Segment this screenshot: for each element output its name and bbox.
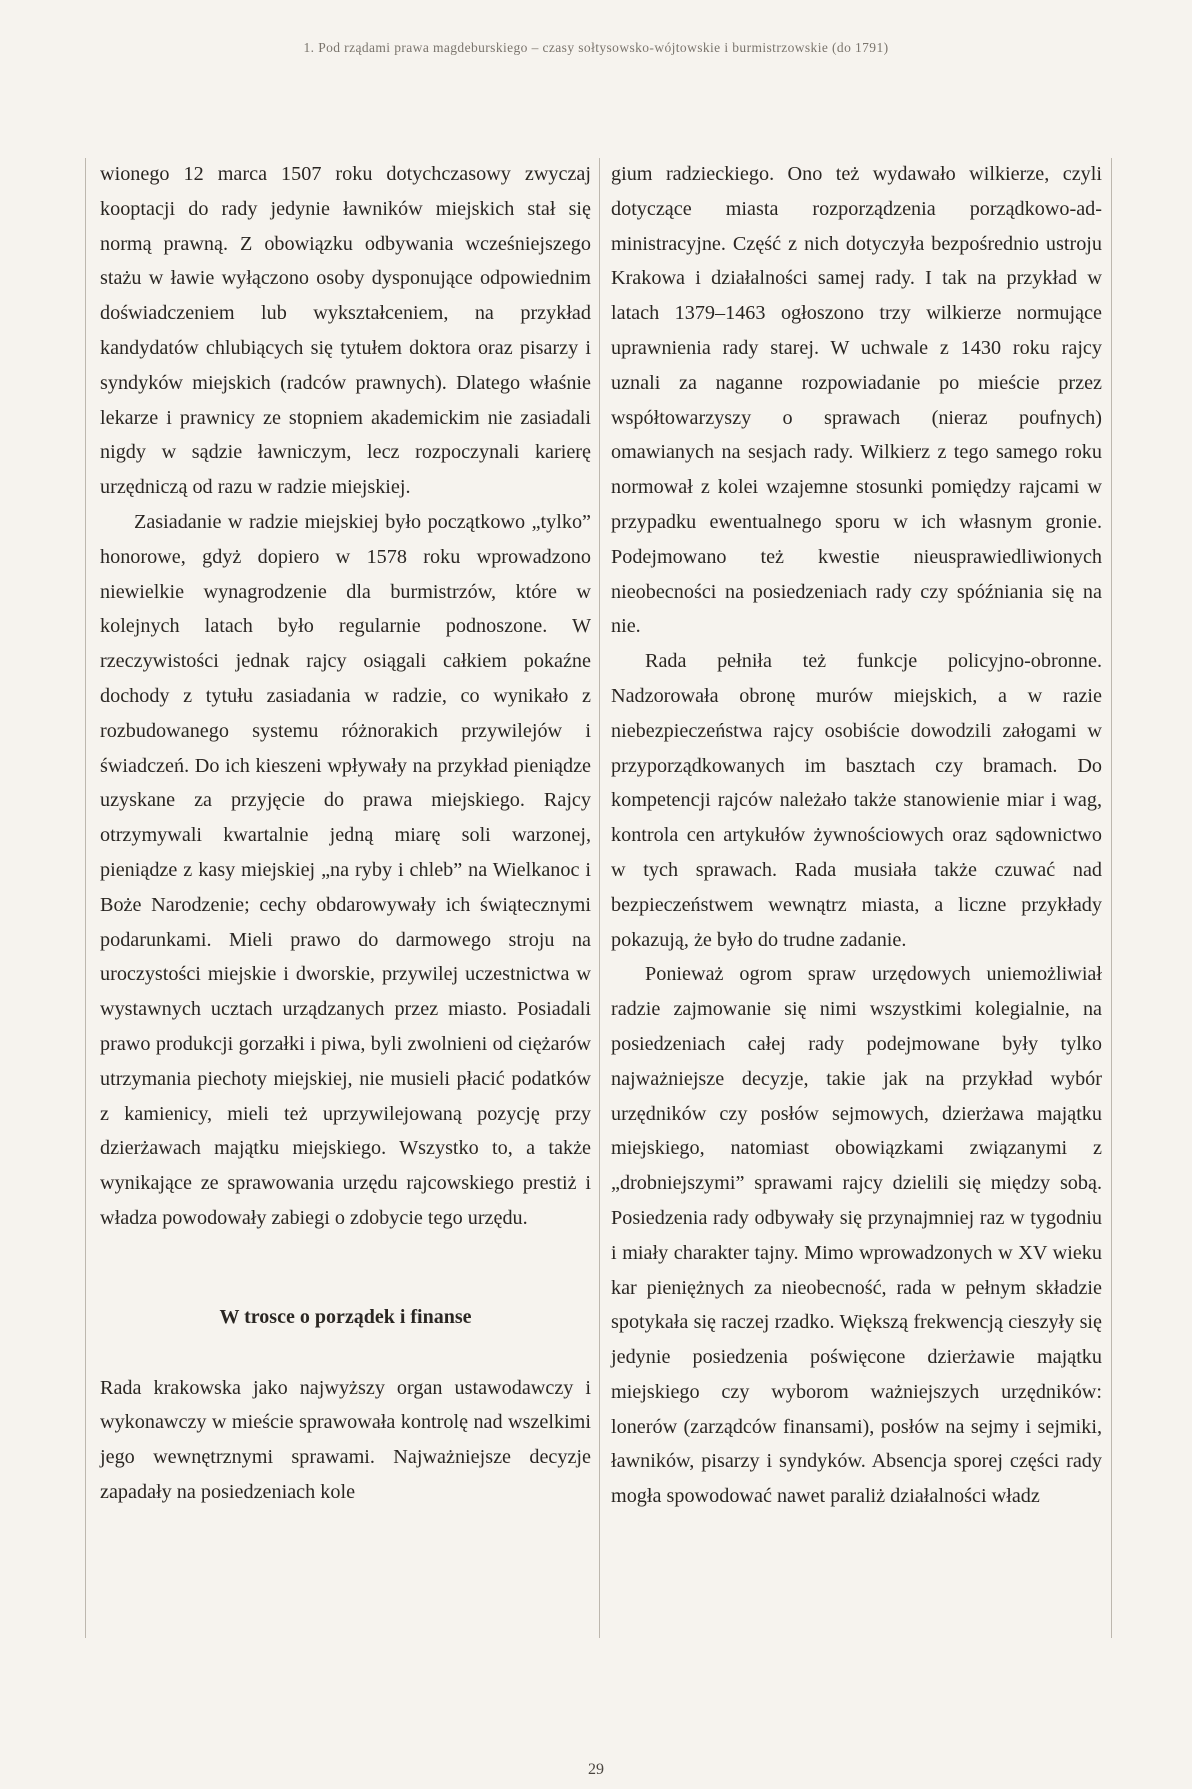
paragraph: wionego 12 marca 1507 roku dotychczasowy zwyczaj kooptacji do rady jedynie ławników miejskich stał się normą prawną. Z obowiązku odbywania wcześniejszego stażu w ławie wyłączono osoby dysponujące odpowiednim doświadczeniem lub wykształceniem, na przykład kandydatów chlubiących się tytułem doktora oraz pisarzy i syndyków miejskich (radców prawnych). Dlatego właśnie lekarze i prawnicy ze stopniem akademickim nie zasiadali nigdy w sądzie ławniczym, lecz rozpoczynali karierę urzędniczą od razu w radzie miejskiej. <box>100 163 591 499</box>
page-number: 29 <box>588 1761 604 1778</box>
column-rule-left <box>85 158 86 1638</box>
column-rule-middle <box>599 158 600 1638</box>
paragraph: Zasiadanie w radzie miejskiej było początkowo „tylko” honorowe, gdyż dopiero w 1578 roku wprowadzono niewielkie wynagrodzenie dla burmistrzów, które w kolejnych latach było regularnie podnoszone. W rzeczywistości jednak rajcy osiągali całkiem pokaźne dochody z tytułu zasiadania w radzie, co wynikało z rozbudowanego systemu różnorakich przywilejów i świadczeń. Do ich kieszeni wpływały na przykład pieniądze uzyskane za przyjęcie do prawa miejskiego. Rajcy otrzymywali kwartalnie jedną miarę soli warzonej, pieniądze z kasy miejskiej „na ryby i chleb” na Wielkanoc i Boże Narodzenie; cechy obdarowywały ich świątecznymi podarunkami. Mieli prawo do darmowego stroju na uroczystości miejskie i dworskie, przywilej uczestnictwa w wystawnych ucztach urządzanych przez miasto. Posiadali prawo produkcji gorzałki i piwa, byli zwolnieni od ciężarów utrzymania piechoty miejskiej, nie musieli płacić podatków z kamienicy, mieli też uprzywilejowaną pozycję przy dzierżawach majątku miejskiego. Wszystko to, a także wynikające ze sprawowania urzędu rajcowskiego prestiż i władza powodowały zabiegi o zdobycie tego urzędu. <box>100 510 591 1229</box>
paragraph: gium radzieckiego. Ono też wydawało wilkierze, czyli dotyczące miasta rozporządzenia porządkowo-administracyjne. Część z nich dotyczyła bezpośrednio ustroju Krakowa i działalności samej rady. I tak na przykład w latach 1379–1463 ogłoszono trzy wilkierze normujące uprawnienia rady starej. W uchwale z 1430 roku rajcy uznali za naganne rozpowiadanie po mieście przez współtowarzyszy o sprawach (nieraz poufnych) omawianych na sesjach rady. Wilkierz z tego samego roku normował z kolei wzajemne stosunki pomiędzy rajcami w przypadku ewentualnego sporu w ich własnym gronie. Podejmowano też kwestie nieusprawiedliwionych nieobecności na posiedzeniach rady czy spóźniania się na nie. <box>611 163 1102 638</box>
paragraph: Rada krakowska jako najwyższy organ ustawodawczy i wykonawczy w mieście sprawowała kontrolę nad wszelkimi jego wewnętrznymi sprawami. Najważniejsze decyzje zapadały na posiedzeniach kole <box>100 1376 591 1503</box>
paragraph: Ponieważ ogrom spraw urzędowych uniemożliwiał radzie zajmowanie się nimi wszystkimi kolegialnie, na posiedzeniach całej rady podejmowane były tylko najważniejsze decyzje, takie jak na przykład wybór urzędników czy posłów sejmowych, dzierżawa majątku miejskiego, natomiast obowiązkami związanymi z „drobniejszymi” sprawami rajcy dzielili się między sobą. Posiedzenia rady odbywały się przynajmniej raz w tygodniu i miały charakter tajny. Mimo wprowadzonych w XV wieku kar pieniężnych za nieobecność, rada w pełnym składzie spotykała się raczej rzadko. Większą frekwencją cieszyły się jedynie posiedzenia poświęcone dzierżawie majątku miejskiego czy wyborom ważniejszych urzędników: lonerów (zarządców finansami), posłów na sejmy i sejmiki, ławników, pisarzy i syndyków. Absencja sporej części rady mogła spowodować nawet paraliż działalności władz <box>611 963 1102 1508</box>
left-column <box>100 157 591 1510</box>
section-heading: W trosce o porządek i finanse <box>219 1305 472 1328</box>
running-header: 1. Pod rządami prawa magdeburskiego – czasy sołtysowsko-wójtowskie i burmistrzowskie (do 1791) <box>303 40 889 55</box>
right-column <box>611 157 1102 1514</box>
column-rule-right <box>1111 158 1112 1638</box>
paragraph: Rada pełniła też funkcje policyjno-obronne. Nadzorowała obronę murów miejskich, a w razie niebezpieczeństwa rajcy osobiście dowodzili załogami w przyporządkowanych im basztach czy bramach. Do kompetencji rajców należało także stanowienie miar i wag, kontrola cen artykułów żywnościowych oraz sądownictwo w tych sprawach. Rada musiała także czuwać nad bezpieczeństwem wewnątrz miasta, a liczne przykłady pokazują, że było do trudne zadanie. <box>611 650 1102 951</box>
